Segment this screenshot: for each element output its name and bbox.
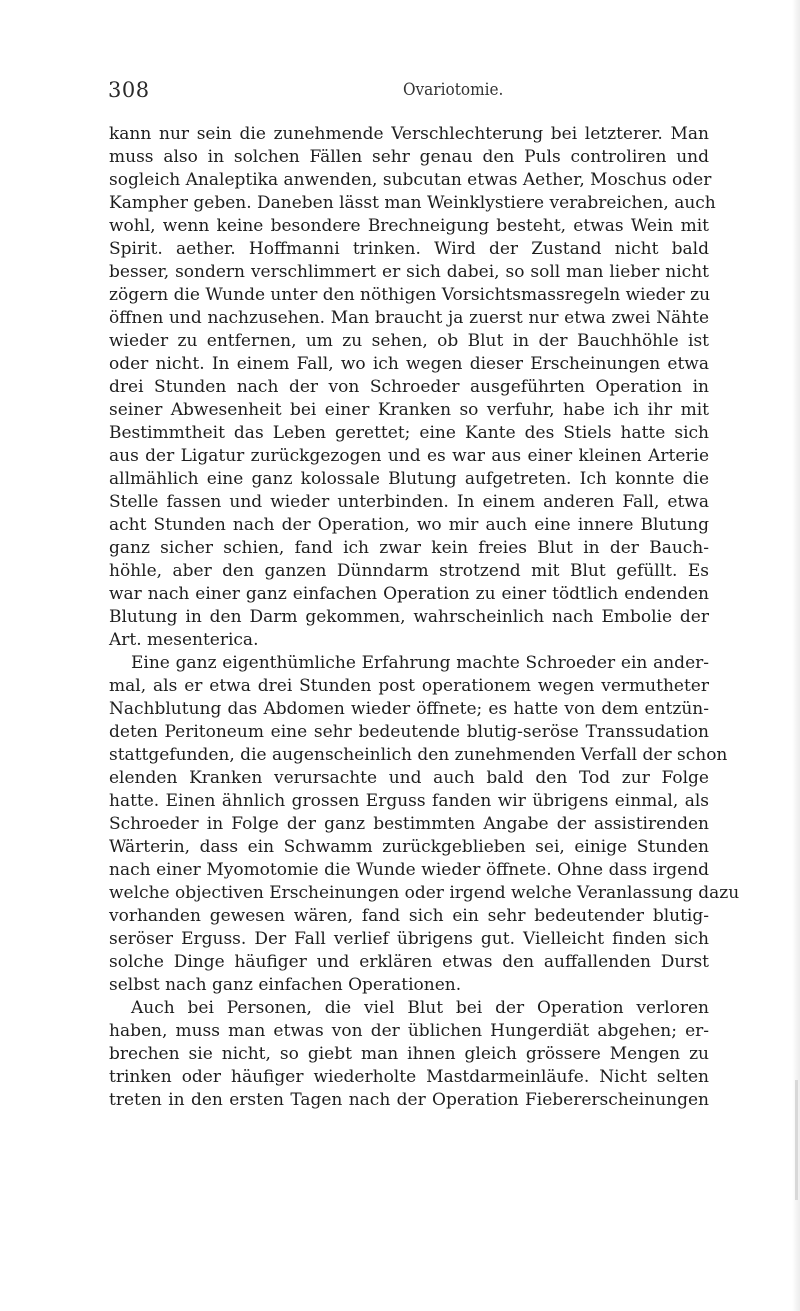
text-line: trinken oder häufiger wiederholte Mastdarmeinläufe. Nicht selten (109, 1067, 709, 1087)
text-line: Bestimmtheit das Leben gerettet; eine Kante des Stiels hatte sich (109, 423, 709, 443)
text-line: acht Stunden nach der Operation, wo mir auch eine innere Blutung (109, 515, 709, 535)
text-line: wieder zu entfernen, um zu sehen, ob Blut in der Bauchhöhle ist (109, 331, 709, 351)
text-line: Stelle fassen und wieder unterbinden. In einem anderen Fall, etwa (109, 492, 709, 512)
page-number: 308 (108, 78, 150, 102)
text-line: brechen sie nicht, so giebt man ihnen gleich grössere Mengen zu (109, 1044, 709, 1064)
text-line: Kampher geben. Daneben lässt man Weinklystiere verabreichen, auch (109, 193, 716, 213)
text-line: oder nicht. In einem Fall, wo ich wegen dieser Erscheinungen etwa (109, 354, 709, 374)
text-line: Blutung in den Darm gekommen, wahrscheinlich nach Embolie der (109, 607, 709, 627)
text-line: Auch bei Personen, die viel Blut bei der Operation verloren (131, 998, 709, 1018)
text-line: nach einer Myomotomie die Wunde wieder öffnete. Ohne dass irgend (109, 860, 709, 880)
text-line: seröser Erguss. Der Fall verlief übrigens gut. Vielleicht finden sich (109, 929, 709, 949)
text-line: Nachblutung das Abdomen wieder öffnete; es hatte von dem entzün- (109, 699, 709, 719)
scan-edge-mark (795, 1080, 798, 1200)
text-line: sogleich Analeptika anwenden, subcutan etwas Aether, Moschus oder (109, 170, 712, 190)
running-head: Ovariotomie. (403, 80, 504, 100)
text-line: höhle, aber den ganzen Dünndarm strotzend mit Blut gefüllt. Es (109, 561, 709, 581)
text-line: deten Peritoneum eine sehr bedeutende blutig-seröse Transsudation (109, 722, 709, 742)
text-line: drei Stunden nach der von Schroeder ausgeführten Operation in (109, 377, 709, 397)
text-line: haben, muss man etwas von der üblichen Hungerdiät abgehen; er- (109, 1021, 709, 1041)
text-line: aus der Ligatur zurückgezogen und es war aus einer kleinen Arterie (109, 446, 709, 466)
text-line: Spirit. aether. Hoffmanni trinken. Wird der Zustand nicht bald (109, 239, 709, 259)
text-line: solche Dinge häufiger und erklären etwas den auffallenden Durst (109, 952, 709, 972)
text-line: wohl, wenn keine besondere Brechneigung besteht, etwas Wein mit (109, 216, 709, 236)
text-line: allmählich eine ganz kolossale Blutung aufgetreten. Ich konnte die (109, 469, 709, 489)
text-line: ganz sicher schien, fand ich zwar kein freies Blut in der Bauch- (109, 538, 709, 558)
text-line: Art. mesenterica. (109, 630, 259, 650)
text-line: besser, sondern verschlimmert er sich dabei, so soll man lieber nicht (109, 262, 709, 282)
text-line: zögern die Wunde unter den nöthigen Vorsichtsmassregeln wieder zu (109, 285, 711, 305)
text-line: Wärterin, dass ein Schwamm zurückgeblieben sei, einige Stunden (109, 837, 709, 857)
text-line: hatte. Einen ähnlich grossen Erguss fanden wir übrigens einmal, als (109, 791, 709, 811)
text-line: welche objectiven Erscheinungen oder irgend welche Veranlassung dazu (109, 883, 740, 903)
text-line: stattgefunden, die augenscheinlich den zunehmenden Verfall der schon (109, 745, 728, 765)
text-line: muss also in solchen Fällen sehr genau den Puls controliren und (109, 147, 709, 167)
text-line: treten in den ersten Tagen nach der Operation Fiebererscheinungen (109, 1090, 709, 1110)
text-line: Eine ganz eigenthümliche Erfahrung machte Schroeder ein ander- (131, 653, 709, 673)
page-header (108, 78, 708, 108)
text-line: mal, als er etwa drei Stunden post operationem wegen vermutheter (109, 676, 709, 696)
text-line: kann nur sein die zunehmende Verschlechterung bei letzterer. Man (109, 124, 709, 144)
text-line: selbst nach ganz einfachen Operationen. (109, 975, 462, 995)
text-line: seiner Abwesenheit bei einer Kranken so verfuhr, habe ich ihr mit (109, 400, 709, 420)
text-line: war nach einer ganz einfachen Operation zu einer tödtlich endenden (109, 584, 709, 604)
text-line: vorhanden gewesen wären, fand sich ein sehr bedeutender blutig- (109, 906, 709, 926)
text-line: öffnen und nachzusehen. Man braucht ja zuerst nur etwa zwei Nähte (109, 308, 709, 328)
text-line: Schroeder in Folge der ganz bestimmten Angabe der assistirenden (109, 814, 709, 834)
body-text (109, 123, 740, 1112)
text-line: elenden Kranken verursachte und auch bald den Tod zur Folge (109, 768, 709, 788)
